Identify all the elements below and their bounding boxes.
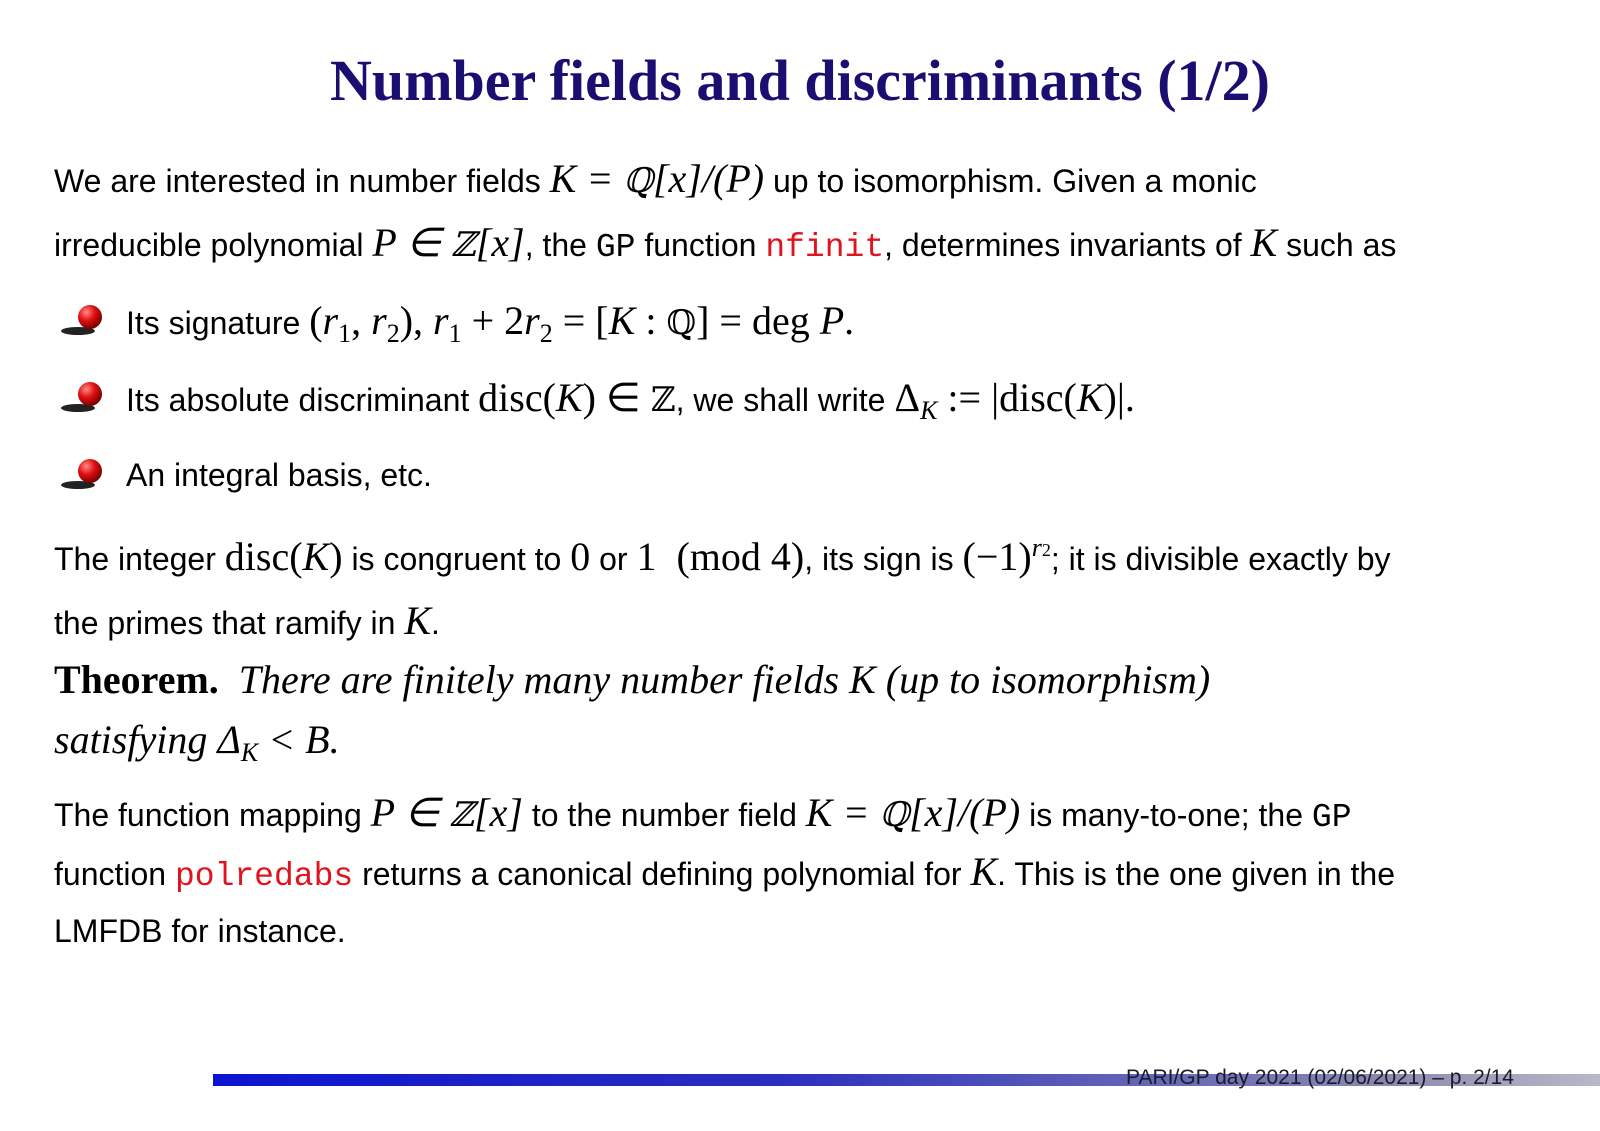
delta-def-math: $\Delta_K$ := |disc(K)|. [894,375,1135,425]
mapping-field-math: K = ℚ[x]/(P) [805,790,1021,835]
bullet-ball-icon [60,381,110,415]
intro-math-K: K [1250,220,1278,265]
zero-math: 0 [570,534,591,579]
intro-math-poly: P ∈ ℤ[x] [372,220,525,265]
congruence-text-7: . [431,605,440,641]
intro-text-3: irreducible polynomial [54,227,373,263]
mapping-K-math: K [970,849,998,894]
discriminant-text: Its absolute discriminant [126,382,479,418]
footer-text: PARI/GP day 2021 (02/06/2021) – p. 2/14 [1126,1066,1514,1089]
congruence-text-4: , its sign is [804,541,963,577]
mapping-text-3: is many-to-one; the [1020,797,1312,833]
mapping-text-1: The function mapping [54,797,371,833]
intro-text-6: , determines invariants of [884,227,1251,263]
disc-math: disc(K) [224,534,343,579]
congruence-text-5: ; it is divisible exactly by [1050,541,1391,577]
discriminant-text-2: , we shall write [675,382,895,418]
congruence-paragraph [54,526,1554,654]
mapping-text-6: . This is the one given in the [997,856,1395,892]
mapping-text-5: returns a canonical defining polynomial for [353,856,971,892]
congruence-text-2: is congruent to [342,541,571,577]
discriminant-math: disc(K) ∈ ℤ [478,375,676,420]
invariants-list [60,290,1135,521]
polredabs-function: polredabs [174,858,354,895]
congruence-text-1: The integer [54,541,225,577]
list-item [60,367,1135,444]
theorem-statement-line-2: satisfying $\Delta_K < B$. [54,717,340,767]
bullet-ball-icon [60,458,110,492]
gp-label: GP [595,229,636,266]
nfinit-function: nfinit [765,229,885,266]
mapping-text-4: function [54,856,175,892]
bullet-ball-icon [60,304,110,338]
congruence-text-6: the primes that ramify in [54,605,405,641]
intro-text-7: such as [1277,227,1397,263]
integral-basis-text: An integral basis, etc. [126,457,432,493]
intro-text-5: function [635,227,766,263]
intro-math-field-def: K = ℚ[x]/(P) [549,156,765,201]
theorem-heading: Theorem. [54,657,219,702]
list-item [60,444,1135,521]
intro-text-2: up to isomorphism. Given a monic [764,163,1257,199]
mapping-text-7: LMFDB for instance. [54,913,346,949]
theorem-statement-line-1: There are finitely many number fields K (up to isomorphism) [228,657,1211,702]
slide-title: Number fields and discriminants (1/2) [330,48,1270,113]
mapping-poly-math: P ∈ ℤ[x] [370,790,523,835]
list-item [60,290,1135,367]
theorem-block [54,650,1554,770]
ramify-K-math: K [404,598,432,643]
gp-label: GP [1311,799,1352,836]
intro-text-1: We are interested in number fields [54,163,550,199]
signature-math: ($r_1$, $r_2$), $r_1 + 2r_2 = [K$ : ℚ] = deg P. [309,298,855,348]
intro-text-4: , the [524,227,596,263]
mod-math: 1 (mod 4) [636,534,805,579]
sign-math: $(-1)^{r2}$ [962,533,1051,579]
mapping-text-2: to the number field [522,797,806,833]
mapping-paragraph [54,786,1554,958]
signature-text: Its signature [126,305,310,341]
intro-paragraph [54,148,1554,278]
congruence-text-3: or [590,541,637,577]
